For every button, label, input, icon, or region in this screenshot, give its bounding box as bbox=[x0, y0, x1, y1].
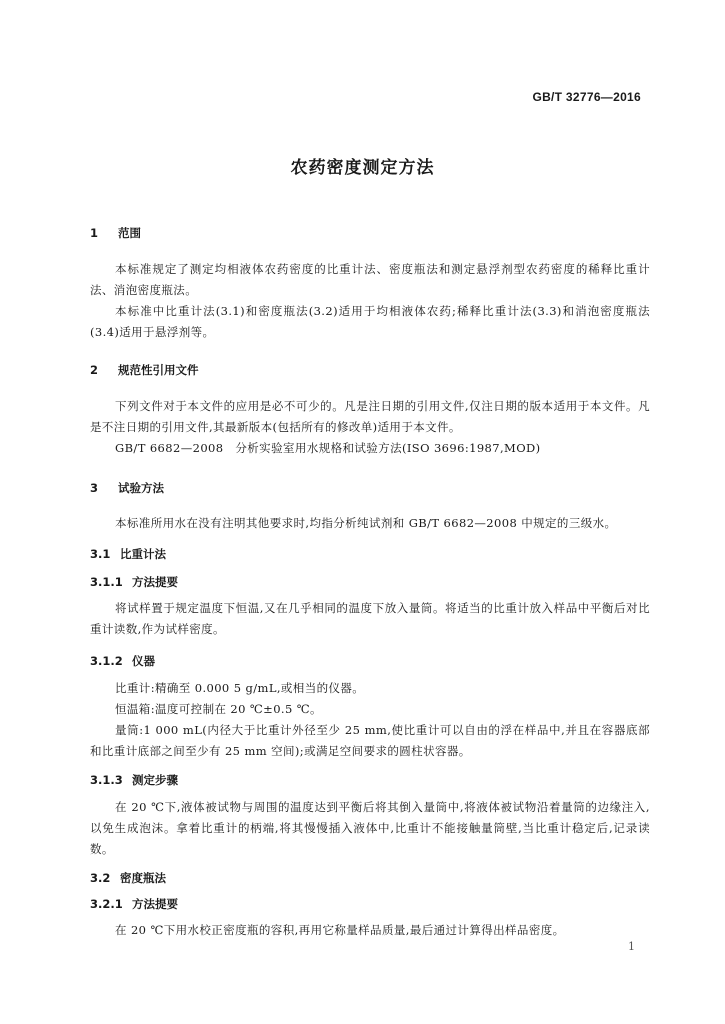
section-number: 1 bbox=[90, 226, 99, 240]
section-1-paragraph-2: 本标准中比重计法(3.1)和密度瓶法(3.2)适用于均相液体农药;稀释比重计法(3.3)和消泡密度瓶法(3.4)适用于悬浮剂等。 bbox=[90, 304, 650, 339]
section-3-paragraph-1: 本标准所用水在没有注明其他要求时,均指分析纯试剂和 GB/T 6682—2008 中规定的三级水。 bbox=[115, 516, 617, 530]
section-number: 3.1 bbox=[90, 547, 111, 561]
section-2-heading bbox=[90, 362, 199, 378]
section-3-heading bbox=[90, 480, 164, 496]
section-number: 3.1.1 bbox=[90, 575, 123, 589]
section-title: 范围 bbox=[118, 226, 141, 240]
apparatus-thermostat: 恒温箱:温度可控制在 20 ℃±0.5 ℃。 bbox=[115, 702, 322, 716]
section-3-1-heading bbox=[90, 546, 166, 562]
apparatus-hydrometer: 比重计:精确至 0.000 5 g/mL,或相当的仪器。 bbox=[115, 681, 365, 695]
section-2-paragraph-1: 下列文件对于本文件的应用是必不可少的。凡是注日期的引用文件,仅注日期的版本适用于本文件。凡是不注日期的引用文件,其最新版本(包括所有的修改单)适用于本文件。 bbox=[90, 399, 650, 434]
section-number: 3.1.2 bbox=[90, 654, 123, 668]
standard-code: GB/T 32776—2016 bbox=[532, 90, 641, 104]
section-title: 方法提要 bbox=[132, 575, 178, 589]
section-title: 仪器 bbox=[132, 654, 155, 668]
section-title: 方法提要 bbox=[132, 897, 178, 911]
section-title: 规范性引用文件 bbox=[118, 363, 199, 377]
section-number: 3 bbox=[90, 481, 99, 495]
section-number: 2 bbox=[90, 363, 99, 377]
normative-reference: GB/T 6682—2008 分析实验室用水规格和试验方法(ISO 3696:1987,MOD) bbox=[115, 441, 541, 455]
section-number: 3.2.1 bbox=[90, 897, 123, 911]
apparatus-cylinder: 量筒:1 000 mL(内径大于比重计外径至少 25 mm,使比重计可以自由的浮在样品中,并且在容器底部和比重计底部之间至少有 25 mm 空间);或满足空间要求的圆柱状容器。 bbox=[90, 723, 650, 758]
section-3-1-3-paragraph: 在 20 ℃下,液体被试物与周围的温度达到平衡后将其倒入量筒中,将液体被试物沿着量筒的边缘注入,以免生成泡沫。拿着比重计的柄端,将其慢慢插入液体中,比重计不能接触量筒壁,当比重计稳定后,记录读数。 bbox=[90, 800, 650, 856]
section-number: 3.2 bbox=[90, 871, 111, 885]
section-3-2-heading bbox=[90, 870, 166, 886]
section-1-heading bbox=[90, 225, 141, 241]
document-title: 农药密度测定方法 bbox=[290, 158, 435, 178]
page-number: 1 bbox=[628, 940, 635, 953]
section-3-1-3-heading bbox=[90, 772, 178, 788]
section-title: 测定步骤 bbox=[132, 773, 178, 787]
section-number: 3.1.3 bbox=[90, 773, 123, 787]
section-3-1-1-heading bbox=[90, 574, 178, 590]
section-3-2-1-paragraph: 在 20 ℃下用水校正密度瓶的容积,再用它称量样品质量,最后通过计算得出样品密度。 bbox=[115, 923, 565, 937]
section-title: 密度瓶法 bbox=[120, 871, 166, 885]
section-3-2-1-heading bbox=[90, 896, 178, 912]
section-3-1-1-paragraph: 将试样置于规定温度下恒温,又在几乎相同的温度下放入量筒。将适当的比重计放入样品中平衡后对比重计读数,作为试样密度。 bbox=[90, 601, 650, 636]
section-3-1-2-heading bbox=[90, 653, 155, 669]
section-title: 试验方法 bbox=[118, 481, 164, 495]
section-1-paragraph-1: 本标准规定了测定均相液体农药密度的比重计法、密度瓶法和测定悬浮剂型农药密度的稀释比重计法、消泡密度瓶法。 bbox=[90, 262, 650, 297]
section-title: 比重计法 bbox=[120, 547, 166, 561]
